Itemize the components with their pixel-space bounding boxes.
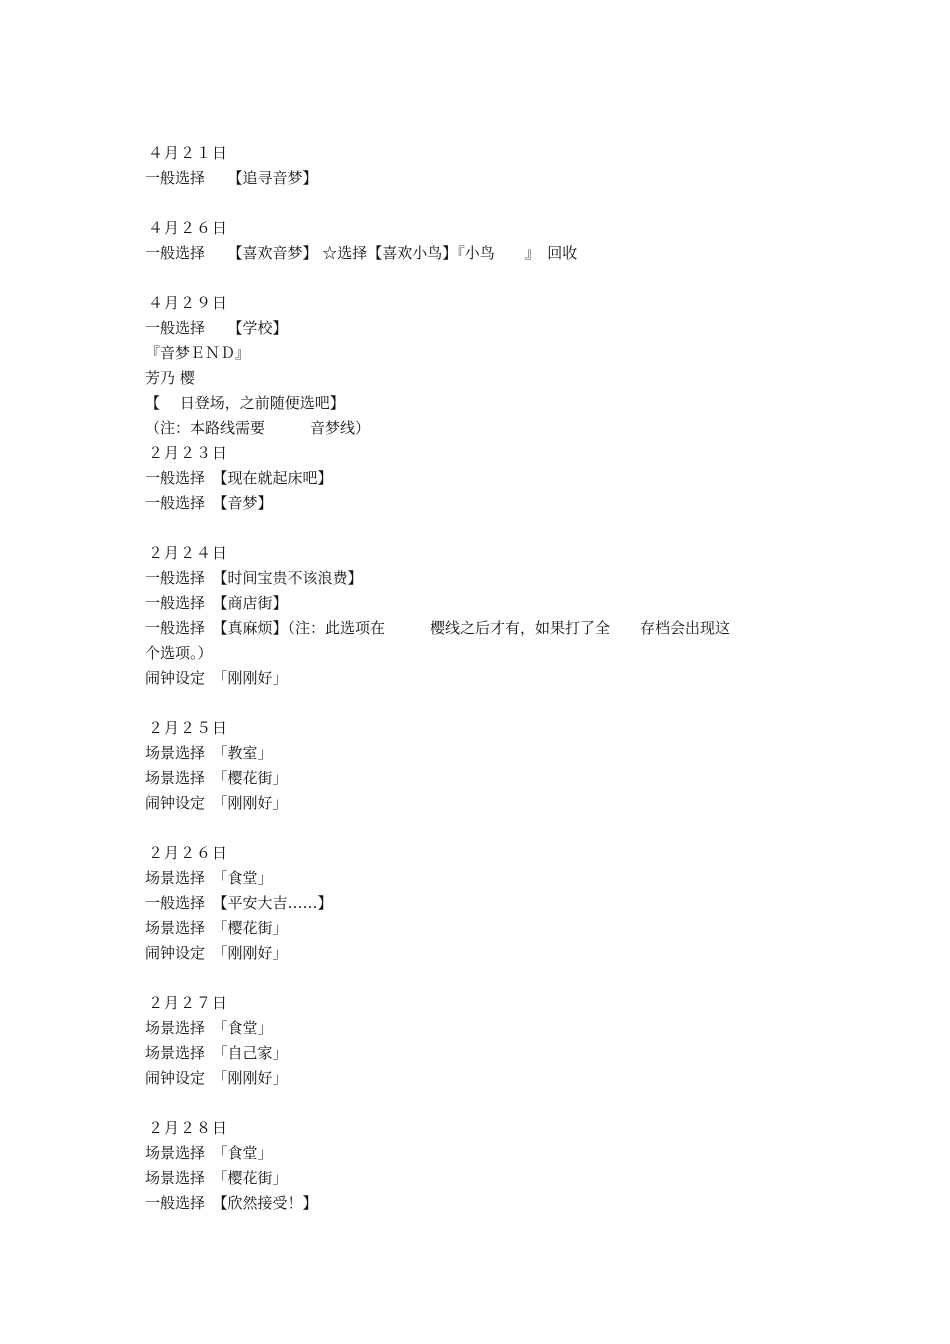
choice-line: 一般选择 【商店街】 xyxy=(145,594,288,612)
blank-line xyxy=(145,516,845,541)
route-requirement-note: （注：本路线需要 音梦线） xyxy=(145,419,371,437)
date-heading: ２月２５日 xyxy=(148,719,229,737)
character-name: 芳乃 樱 xyxy=(145,369,195,387)
route-note: 【 日登场，之前随便选吧】 xyxy=(145,394,345,412)
scene-line: 场景选择 「自己家」 xyxy=(145,1044,288,1062)
scene-line: 场景选择 「食堂」 xyxy=(145,1019,273,1037)
date-heading: ２月２４日 xyxy=(148,544,229,562)
blank-line xyxy=(145,191,845,216)
blank-line xyxy=(145,816,845,841)
choice-line: 一般选择 【现在就起床吧】 xyxy=(145,469,333,487)
scene-line: 场景选择 「樱花街」 xyxy=(145,919,288,937)
date-heading: ２月２７日 xyxy=(148,994,229,1012)
blank-line xyxy=(145,1091,845,1116)
scene-line: 场景选择 「教室」 xyxy=(145,744,273,762)
blank-line xyxy=(145,966,845,991)
choice-line: 一般选择 【喜欢音梦】 ☆选择【喜欢小鸟】『小鸟 』 回收 xyxy=(145,244,578,262)
scene-line: 场景选择 「食堂」 xyxy=(145,1144,273,1162)
document-body xyxy=(145,141,845,1216)
choice-line: 一般选择 【平安大吉……】 xyxy=(145,894,333,912)
choice-line: 一般选择 【欣然接受！】 xyxy=(145,1194,318,1212)
blank-line xyxy=(145,691,845,716)
choice-line: 一般选择 【时间宝贵不该浪费】 xyxy=(145,569,363,587)
scene-line: 场景选择 「食堂」 xyxy=(145,869,273,887)
blank-line xyxy=(145,266,845,291)
scene-line: 场景选择 「樱花街」 xyxy=(145,769,288,787)
choice-line: 一般选择 【学校】 xyxy=(145,319,288,337)
date-heading: ４月２６日 xyxy=(148,219,229,237)
choice-line-continuation: 个选项。） xyxy=(145,644,213,662)
date-heading: ２月２８日 xyxy=(148,1119,229,1137)
date-heading: ４月２９日 xyxy=(148,294,229,312)
date-heading: ２月２６日 xyxy=(148,844,229,862)
choice-line: 一般选择 【真麻烦】（注：此选项在 樱线之后才有，如果打了全 存档会出现这 xyxy=(145,619,731,637)
route-title: 『音梦ＥＮＤ』 xyxy=(145,344,251,362)
choice-line: 一般选择 【音梦】 xyxy=(145,494,273,512)
alarm-line: 闹钟设定 「刚刚好」 xyxy=(145,944,288,962)
date-heading: ２月２３日 xyxy=(148,444,229,462)
alarm-line: 闹钟设定 「刚刚好」 xyxy=(145,669,288,687)
choice-line: 一般选择 【追寻音梦】 xyxy=(145,169,318,187)
alarm-line: 闹钟设定 「刚刚好」 xyxy=(145,794,288,812)
date-heading: ４月２１日 xyxy=(148,144,229,162)
alarm-line: 闹钟设定 「刚刚好」 xyxy=(145,1069,288,1087)
scene-line: 场景选择 「樱花街」 xyxy=(145,1169,288,1187)
